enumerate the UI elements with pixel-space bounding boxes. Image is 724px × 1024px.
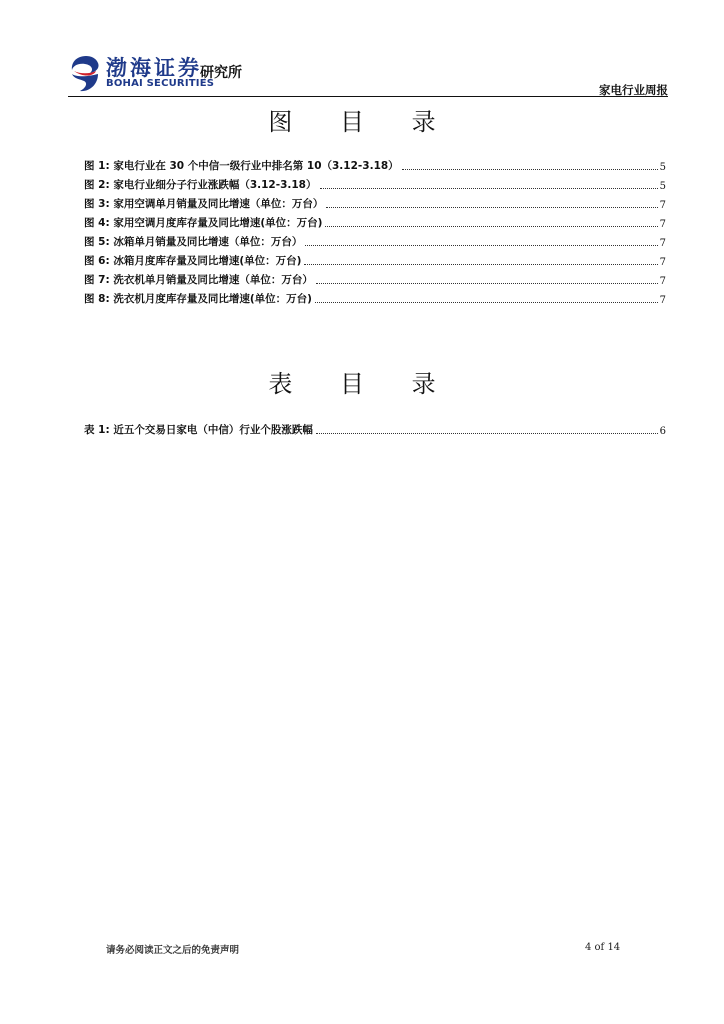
toc-item-label: 图 3: 家用空调单月销量及同比增速（单位：万台） xyxy=(84,198,324,210)
table-toc-title: 表 目 录 xyxy=(268,370,456,398)
toc-item-page: 7 xyxy=(659,295,666,306)
toc-item-page: 7 xyxy=(659,257,666,268)
toc-item[interactable] xyxy=(84,211,666,230)
toc-item[interactable] xyxy=(84,192,666,211)
toc-item-page: 7 xyxy=(659,200,666,211)
toc-leader xyxy=(320,188,658,189)
toc-item[interactable] xyxy=(84,268,666,287)
toc-leader xyxy=(316,433,658,434)
toc-leader xyxy=(316,283,658,284)
toc-leader xyxy=(305,245,657,246)
table-toc-list xyxy=(84,418,666,437)
toc-item-label: 表 1: 近五个交易日家电（中信）行业个股涨跌幅 xyxy=(84,424,313,436)
toc-leader xyxy=(315,302,658,303)
footer-disclaimer: 请务必阅读正文之后的免责声明 xyxy=(106,945,240,956)
toc-item-page: 5 xyxy=(659,162,666,173)
page-header xyxy=(68,50,668,96)
toc-item-label: 图 5: 冰箱单月销量及同比增速（单位：万台） xyxy=(84,236,303,248)
toc-item[interactable] xyxy=(84,173,666,192)
toc-item-label: 图 4: 家用空调月度库存量及同比增速(单位：万台) xyxy=(84,217,323,229)
toc-item-label: 图 1: 家电行业在 30 个中信一级行业中排名第 10（3.12-3.18） xyxy=(84,160,399,172)
company-name-en: BOHAI SECURITIES xyxy=(106,78,215,89)
toc-item-label: 图 6: 冰箱月度库存量及同比增速(单位：万台) xyxy=(84,255,302,267)
toc-item-page: 7 xyxy=(659,276,666,287)
bohai-logo-icon xyxy=(68,54,104,94)
toc-leader xyxy=(325,226,657,227)
toc-item[interactable] xyxy=(84,418,666,437)
toc-item-page: 5 xyxy=(659,181,666,192)
figure-toc-title: 图 目 录 xyxy=(268,108,456,136)
toc-item[interactable] xyxy=(84,249,666,268)
toc-item-page: 7 xyxy=(659,238,666,249)
toc-leader xyxy=(402,169,658,170)
institute-label: 研究所 xyxy=(200,65,242,81)
header-divider xyxy=(68,96,668,97)
toc-item-page: 7 xyxy=(659,219,666,230)
company-name-cn: 渤海证券 xyxy=(106,55,202,80)
toc-item-label: 图 8: 洗衣机月度库存量及同比增速(单位：万台) xyxy=(84,293,312,305)
toc-item[interactable] xyxy=(84,230,666,249)
toc-item[interactable] xyxy=(84,287,666,306)
toc-item-label: 图 7: 洗衣机单月销量及同比增速（单位：万台） xyxy=(84,274,313,286)
toc-leader xyxy=(304,264,657,265)
toc-item-label: 图 2: 家电行业细分子行业涨跌幅（3.12-3.18） xyxy=(84,179,317,191)
report-type: 家电行业周报 xyxy=(599,83,668,97)
figure-toc-list xyxy=(84,154,666,306)
toc-item[interactable] xyxy=(84,154,666,173)
toc-item-page: 6 xyxy=(659,426,666,437)
footer-page-number: 4 of 14 xyxy=(585,942,621,953)
toc-leader xyxy=(326,207,657,208)
